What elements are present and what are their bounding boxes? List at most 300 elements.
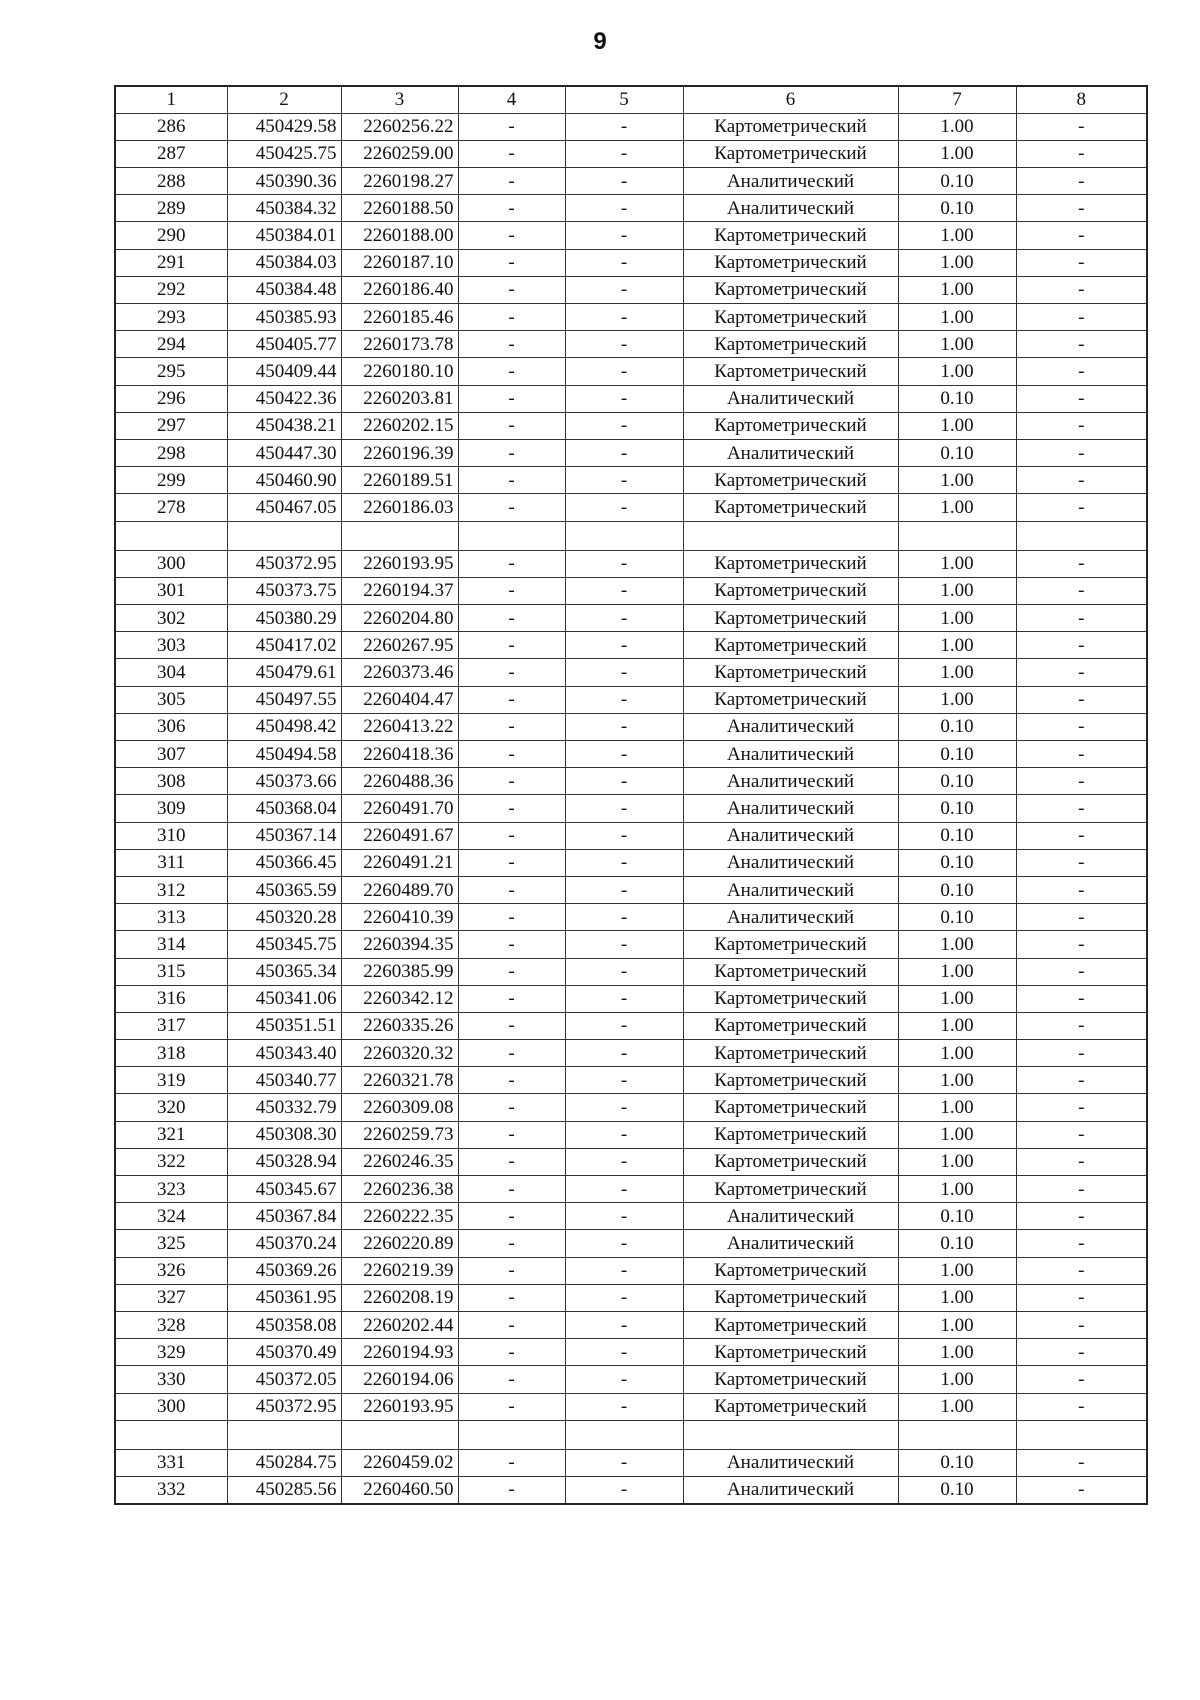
col8-cell: - xyxy=(1016,1257,1147,1284)
table-row xyxy=(115,1121,1147,1148)
method-cell: Картометрический xyxy=(683,358,898,385)
accuracy-cell: 1.00 xyxy=(898,1148,1016,1175)
accuracy-cell: 0.10 xyxy=(898,1477,1016,1504)
accuracy-cell: 1.00 xyxy=(898,331,1016,358)
x-coordinate-cell: 450320.28 xyxy=(227,904,341,931)
method-cell: Картометрический xyxy=(683,249,898,276)
col8-cell: - xyxy=(1016,958,1147,985)
col4-cell: - xyxy=(458,1067,565,1094)
point-number-cell: 327 xyxy=(115,1284,227,1311)
y-coordinate-cell: 2260373.46 xyxy=(341,659,458,686)
x-coordinate-cell: 450460.90 xyxy=(227,467,341,494)
point-number-cell: 316 xyxy=(115,985,227,1012)
col5-cell xyxy=(565,1420,683,1449)
col8-cell: - xyxy=(1016,168,1147,195)
x-coordinate-cell: 450369.26 xyxy=(227,1257,341,1284)
col5-cell: - xyxy=(565,1012,683,1039)
col8-cell xyxy=(1016,521,1147,550)
method-cell: Картометрический xyxy=(683,1257,898,1284)
col4-cell: - xyxy=(458,1203,565,1230)
x-coordinate-cell: 450365.34 xyxy=(227,958,341,985)
table-separator-row xyxy=(115,521,1147,550)
table-row xyxy=(115,1176,1147,1203)
y-coordinate-cell: 2260202.15 xyxy=(341,412,458,439)
col4-cell: - xyxy=(458,304,565,331)
accuracy-cell: 1.00 xyxy=(898,1284,1016,1311)
col5-cell: - xyxy=(565,276,683,303)
point-number-cell xyxy=(115,1420,227,1449)
y-coordinate-cell: 2260203.81 xyxy=(341,385,458,412)
table-row xyxy=(115,1284,1147,1311)
point-number-cell: 286 xyxy=(115,113,227,140)
col5-cell: - xyxy=(565,1449,683,1476)
header-cell: 8 xyxy=(1016,86,1147,113)
x-coordinate-cell: 450467.05 xyxy=(227,494,341,521)
x-coordinate-cell: 450285.56 xyxy=(227,1477,341,1504)
point-number-cell: 318 xyxy=(115,1040,227,1067)
point-number-cell: 315 xyxy=(115,958,227,985)
table-row xyxy=(115,1203,1147,1230)
col5-cell: - xyxy=(565,795,683,822)
table-row xyxy=(115,412,1147,439)
y-coordinate-cell: 2260342.12 xyxy=(341,985,458,1012)
col5-cell: - xyxy=(565,1366,683,1393)
col5-cell: - xyxy=(565,331,683,358)
col8-cell: - xyxy=(1016,222,1147,249)
table-row xyxy=(115,1257,1147,1284)
x-coordinate-cell: 450351.51 xyxy=(227,1012,341,1039)
accuracy-cell: 1.00 xyxy=(898,1067,1016,1094)
y-coordinate-cell: 2260202.44 xyxy=(341,1311,458,1338)
accuracy-cell: 0.10 xyxy=(898,822,1016,849)
col8-cell: - xyxy=(1016,577,1147,604)
col5-cell: - xyxy=(565,249,683,276)
accuracy-cell: 0.10 xyxy=(898,1449,1016,1476)
accuracy-cell: 0.10 xyxy=(898,168,1016,195)
table-row xyxy=(115,1094,1147,1121)
point-number-cell: 310 xyxy=(115,822,227,849)
x-coordinate-cell: 450405.77 xyxy=(227,331,341,358)
x-coordinate-cell: 450361.95 xyxy=(227,1284,341,1311)
col8-cell: - xyxy=(1016,249,1147,276)
accuracy-cell: 0.10 xyxy=(898,904,1016,931)
y-coordinate-cell xyxy=(341,521,458,550)
col8-cell: - xyxy=(1016,849,1147,876)
method-cell: Картометрический xyxy=(683,467,898,494)
col4-cell: - xyxy=(458,222,565,249)
point-number-cell: 301 xyxy=(115,577,227,604)
col4-cell: - xyxy=(458,1393,565,1420)
method-cell: Аналитический xyxy=(683,195,898,222)
col5-cell: - xyxy=(565,577,683,604)
col8-cell: - xyxy=(1016,385,1147,412)
method-cell: Картометрический xyxy=(683,222,898,249)
table-row xyxy=(115,1366,1147,1393)
point-number-cell: 307 xyxy=(115,741,227,768)
table-row xyxy=(115,385,1147,412)
x-coordinate-cell: 450438.21 xyxy=(227,412,341,439)
col5-cell: - xyxy=(565,195,683,222)
method-cell: Картометрический xyxy=(683,958,898,985)
col8-cell: - xyxy=(1016,931,1147,958)
col8-cell: - xyxy=(1016,1339,1147,1366)
col4-cell: - xyxy=(458,358,565,385)
table-row xyxy=(115,1148,1147,1175)
table-row xyxy=(115,304,1147,331)
col4-cell: - xyxy=(458,439,565,466)
header-cell: 5 xyxy=(565,86,683,113)
table-row xyxy=(115,795,1147,822)
point-number-cell: 331 xyxy=(115,1449,227,1476)
accuracy-cell: 1.00 xyxy=(898,686,1016,713)
col4-cell: - xyxy=(458,140,565,167)
header-cell: 2 xyxy=(227,86,341,113)
col4-cell: - xyxy=(458,1040,565,1067)
col5-cell: - xyxy=(565,822,683,849)
point-number-cell: 278 xyxy=(115,494,227,521)
y-coordinate-cell: 2260259.00 xyxy=(341,140,458,167)
y-coordinate-cell: 2260219.39 xyxy=(341,1257,458,1284)
col5-cell: - xyxy=(565,1230,683,1257)
col5-cell: - xyxy=(565,958,683,985)
method-cell: Картометрический xyxy=(683,494,898,521)
accuracy-cell: 1.00 xyxy=(898,659,1016,686)
col8-cell: - xyxy=(1016,1176,1147,1203)
point-number-cell: 313 xyxy=(115,904,227,931)
method-cell: Картометрический xyxy=(683,1176,898,1203)
point-number-cell: 291 xyxy=(115,249,227,276)
col8-cell: - xyxy=(1016,1311,1147,1338)
method-cell: Картометрический xyxy=(683,1040,898,1067)
method-cell: Картометрический xyxy=(683,632,898,659)
table-row xyxy=(115,358,1147,385)
accuracy-cell: 1.00 xyxy=(898,412,1016,439)
accuracy-cell: 1.00 xyxy=(898,632,1016,659)
col8-cell: - xyxy=(1016,1284,1147,1311)
y-coordinate-cell: 2260491.67 xyxy=(341,822,458,849)
method-cell: Аналитический xyxy=(683,1477,898,1504)
col4-cell: - xyxy=(458,822,565,849)
col8-cell: - xyxy=(1016,494,1147,521)
col5-cell: - xyxy=(565,140,683,167)
point-number-cell: 297 xyxy=(115,412,227,439)
table-row xyxy=(115,1012,1147,1039)
x-coordinate-cell: 450479.61 xyxy=(227,659,341,686)
table-row xyxy=(115,904,1147,931)
point-number-cell: 309 xyxy=(115,795,227,822)
col8-cell: - xyxy=(1016,140,1147,167)
method-cell: Картометрический xyxy=(683,1121,898,1148)
col5-cell: - xyxy=(565,113,683,140)
table-row xyxy=(115,550,1147,577)
col4-cell: - xyxy=(458,331,565,358)
accuracy-cell: 1.00 xyxy=(898,1012,1016,1039)
method-cell: Картометрический xyxy=(683,1067,898,1094)
method-cell: Картометрический xyxy=(683,1284,898,1311)
col5-cell: - xyxy=(565,1121,683,1148)
table-row xyxy=(115,1393,1147,1420)
method-cell xyxy=(683,1420,898,1449)
method-cell: Аналитический xyxy=(683,822,898,849)
y-coordinate-cell: 2260188.00 xyxy=(341,222,458,249)
method-cell: Аналитический xyxy=(683,795,898,822)
method-cell: Аналитический xyxy=(683,1449,898,1476)
col5-cell: - xyxy=(565,1257,683,1284)
col5-cell xyxy=(565,521,683,550)
col4-cell: - xyxy=(458,876,565,903)
point-number-cell: 320 xyxy=(115,1094,227,1121)
method-cell xyxy=(683,521,898,550)
coordinates-table xyxy=(114,85,1148,1505)
point-number-cell: 295 xyxy=(115,358,227,385)
point-number-cell: 332 xyxy=(115,1477,227,1504)
x-coordinate-cell: 450390.36 xyxy=(227,168,341,195)
method-cell: Аналитический xyxy=(683,904,898,931)
y-coordinate-cell: 2260208.19 xyxy=(341,1284,458,1311)
col5-cell: - xyxy=(565,304,683,331)
col8-cell: - xyxy=(1016,304,1147,331)
accuracy-cell: 1.00 xyxy=(898,1366,1016,1393)
col5-cell: - xyxy=(565,439,683,466)
point-number-cell: 306 xyxy=(115,713,227,740)
x-coordinate-cell: 450370.24 xyxy=(227,1230,341,1257)
y-coordinate-cell: 2260460.50 xyxy=(341,1477,458,1504)
method-cell: Картометрический xyxy=(683,1339,898,1366)
col4-cell: - xyxy=(458,385,565,412)
accuracy-cell: 1.00 xyxy=(898,140,1016,167)
col4-cell: - xyxy=(458,1121,565,1148)
point-number-cell: 305 xyxy=(115,686,227,713)
col5-cell: - xyxy=(565,849,683,876)
col4-cell: - xyxy=(458,1311,565,1338)
col8-cell: - xyxy=(1016,1449,1147,1476)
accuracy-cell: 1.00 xyxy=(898,577,1016,604)
point-number-cell: 296 xyxy=(115,385,227,412)
x-coordinate-cell: 450422.36 xyxy=(227,385,341,412)
col5-cell: - xyxy=(565,358,683,385)
point-number-cell: 288 xyxy=(115,168,227,195)
table-row xyxy=(115,632,1147,659)
table-row xyxy=(115,494,1147,521)
point-number-cell: 293 xyxy=(115,304,227,331)
col5-cell: - xyxy=(565,605,683,632)
accuracy-cell: 1.00 xyxy=(898,985,1016,1012)
col4-cell: - xyxy=(458,412,565,439)
table-row xyxy=(115,876,1147,903)
col4-cell: - xyxy=(458,1339,565,1366)
accuracy-cell: 1.00 xyxy=(898,222,1016,249)
x-coordinate-cell: 450284.75 xyxy=(227,1449,341,1476)
x-coordinate-cell: 450372.95 xyxy=(227,550,341,577)
method-cell: Картометрический xyxy=(683,550,898,577)
point-number-cell: 292 xyxy=(115,276,227,303)
x-coordinate-cell: 450372.95 xyxy=(227,1393,341,1420)
method-cell: Аналитический xyxy=(683,741,898,768)
accuracy-cell: 0.10 xyxy=(898,795,1016,822)
table-row xyxy=(115,1040,1147,1067)
method-cell: Картометрический xyxy=(683,577,898,604)
table-row xyxy=(115,222,1147,249)
col4-cell: - xyxy=(458,1477,565,1504)
col4-cell: - xyxy=(458,849,565,876)
col8-cell: - xyxy=(1016,795,1147,822)
col4-cell: - xyxy=(458,768,565,795)
accuracy-cell: 0.10 xyxy=(898,1230,1016,1257)
method-cell: Картометрический xyxy=(683,113,898,140)
x-coordinate-cell: 450409.44 xyxy=(227,358,341,385)
accuracy-cell: 0.10 xyxy=(898,1203,1016,1230)
x-coordinate-cell: 450384.01 xyxy=(227,222,341,249)
table-row xyxy=(115,768,1147,795)
col5-cell: - xyxy=(565,876,683,903)
accuracy-cell: 1.00 xyxy=(898,958,1016,985)
table-row xyxy=(115,605,1147,632)
x-coordinate-cell: 450425.75 xyxy=(227,140,341,167)
y-coordinate-cell: 2260222.35 xyxy=(341,1203,458,1230)
x-coordinate-cell: 450385.93 xyxy=(227,304,341,331)
col8-cell: - xyxy=(1016,467,1147,494)
col8-cell: - xyxy=(1016,276,1147,303)
point-number-cell: 322 xyxy=(115,1148,227,1175)
accuracy-cell: 0.10 xyxy=(898,741,1016,768)
header-cell: 4 xyxy=(458,86,565,113)
point-number-cell: 302 xyxy=(115,605,227,632)
col8-cell: - xyxy=(1016,904,1147,931)
col4-cell: - xyxy=(458,1094,565,1121)
table-separator-row xyxy=(115,1420,1147,1449)
table-row xyxy=(115,439,1147,466)
point-number-cell: 317 xyxy=(115,1012,227,1039)
col5-cell: - xyxy=(565,931,683,958)
col8-cell: - xyxy=(1016,412,1147,439)
y-coordinate-cell: 2260186.03 xyxy=(341,494,458,521)
col8-cell: - xyxy=(1016,331,1147,358)
table-row xyxy=(115,659,1147,686)
col4-cell: - xyxy=(458,985,565,1012)
y-coordinate-cell: 2260335.26 xyxy=(341,1012,458,1039)
y-coordinate-cell: 2260491.21 xyxy=(341,849,458,876)
col4-cell: - xyxy=(458,1284,565,1311)
accuracy-cell: 1.00 xyxy=(898,550,1016,577)
col8-cell: - xyxy=(1016,876,1147,903)
accuracy-cell: 0.10 xyxy=(898,385,1016,412)
method-cell: Картометрический xyxy=(683,331,898,358)
col5-cell: - xyxy=(565,222,683,249)
x-coordinate-cell: 450498.42 xyxy=(227,713,341,740)
col5-cell: - xyxy=(565,1176,683,1203)
col4-cell: - xyxy=(458,958,565,985)
point-number-cell: 300 xyxy=(115,550,227,577)
point-number-cell: 299 xyxy=(115,467,227,494)
y-coordinate-cell: 2260309.08 xyxy=(341,1094,458,1121)
point-number-cell: 294 xyxy=(115,331,227,358)
accuracy-cell: 0.10 xyxy=(898,768,1016,795)
col4-cell: - xyxy=(458,195,565,222)
accuracy-cell: 1.00 xyxy=(898,113,1016,140)
x-coordinate-cell: 450343.40 xyxy=(227,1040,341,1067)
col8-cell: - xyxy=(1016,632,1147,659)
y-coordinate-cell: 2260267.95 xyxy=(341,632,458,659)
y-coordinate-cell: 2260404.47 xyxy=(341,686,458,713)
col8-cell: - xyxy=(1016,1094,1147,1121)
y-coordinate-cell: 2260198.27 xyxy=(341,168,458,195)
x-coordinate-cell: 450345.67 xyxy=(227,1176,341,1203)
table-row xyxy=(115,249,1147,276)
method-cell: Аналитический xyxy=(683,1230,898,1257)
y-coordinate-cell: 2260488.36 xyxy=(341,768,458,795)
col5-cell: - xyxy=(565,985,683,1012)
y-coordinate-cell: 2260193.95 xyxy=(341,550,458,577)
accuracy-cell: 1.00 xyxy=(898,605,1016,632)
col5-cell: - xyxy=(565,1040,683,1067)
col8-cell: - xyxy=(1016,1393,1147,1420)
y-coordinate-cell: 2260256.22 xyxy=(341,113,458,140)
table-row xyxy=(115,985,1147,1012)
accuracy-cell: 1.00 xyxy=(898,358,1016,385)
table-row xyxy=(115,1477,1147,1504)
method-cell: Аналитический xyxy=(683,768,898,795)
col4-cell: - xyxy=(458,1366,565,1393)
table-row xyxy=(115,276,1147,303)
x-coordinate-cell: 450341.06 xyxy=(227,985,341,1012)
col4-cell: - xyxy=(458,713,565,740)
x-coordinate-cell: 450429.58 xyxy=(227,113,341,140)
point-number-cell xyxy=(115,521,227,550)
x-coordinate-cell: 450417.02 xyxy=(227,632,341,659)
table-row xyxy=(115,1230,1147,1257)
point-number-cell: 303 xyxy=(115,632,227,659)
col8-cell xyxy=(1016,1420,1147,1449)
col4-cell: - xyxy=(458,467,565,494)
col8-cell: - xyxy=(1016,1121,1147,1148)
header-cell: 7 xyxy=(898,86,1016,113)
y-coordinate-cell: 2260185.46 xyxy=(341,304,458,331)
y-coordinate-cell: 2260236.38 xyxy=(341,1176,458,1203)
col8-cell: - xyxy=(1016,605,1147,632)
table-row xyxy=(115,168,1147,195)
x-coordinate-cell: 450384.03 xyxy=(227,249,341,276)
point-number-cell: 298 xyxy=(115,439,227,466)
table-row xyxy=(115,849,1147,876)
col8-cell: - xyxy=(1016,439,1147,466)
accuracy-cell: 1.00 xyxy=(898,1393,1016,1420)
table-row xyxy=(115,140,1147,167)
x-coordinate-cell: 450332.79 xyxy=(227,1094,341,1121)
point-number-cell: 308 xyxy=(115,768,227,795)
table-row xyxy=(115,958,1147,985)
accuracy-cell: 1.00 xyxy=(898,1040,1016,1067)
x-coordinate-cell: 450497.55 xyxy=(227,686,341,713)
col8-cell: - xyxy=(1016,1230,1147,1257)
table-row xyxy=(115,686,1147,713)
point-number-cell: 312 xyxy=(115,876,227,903)
method-cell: Картометрический xyxy=(683,304,898,331)
col4-cell: - xyxy=(458,741,565,768)
table-row xyxy=(115,577,1147,604)
y-coordinate-cell: 2260394.35 xyxy=(341,931,458,958)
accuracy-cell: 1.00 xyxy=(898,1339,1016,1366)
y-coordinate-cell: 2260489.70 xyxy=(341,876,458,903)
y-coordinate-cell: 2260173.78 xyxy=(341,331,458,358)
point-number-cell: 314 xyxy=(115,931,227,958)
point-number-cell: 330 xyxy=(115,1366,227,1393)
col5-cell: - xyxy=(565,1477,683,1504)
point-number-cell: 300 xyxy=(115,1393,227,1420)
col8-cell: - xyxy=(1016,550,1147,577)
table-row xyxy=(115,931,1147,958)
accuracy-cell: 1.00 xyxy=(898,467,1016,494)
header-cell: 6 xyxy=(683,86,898,113)
